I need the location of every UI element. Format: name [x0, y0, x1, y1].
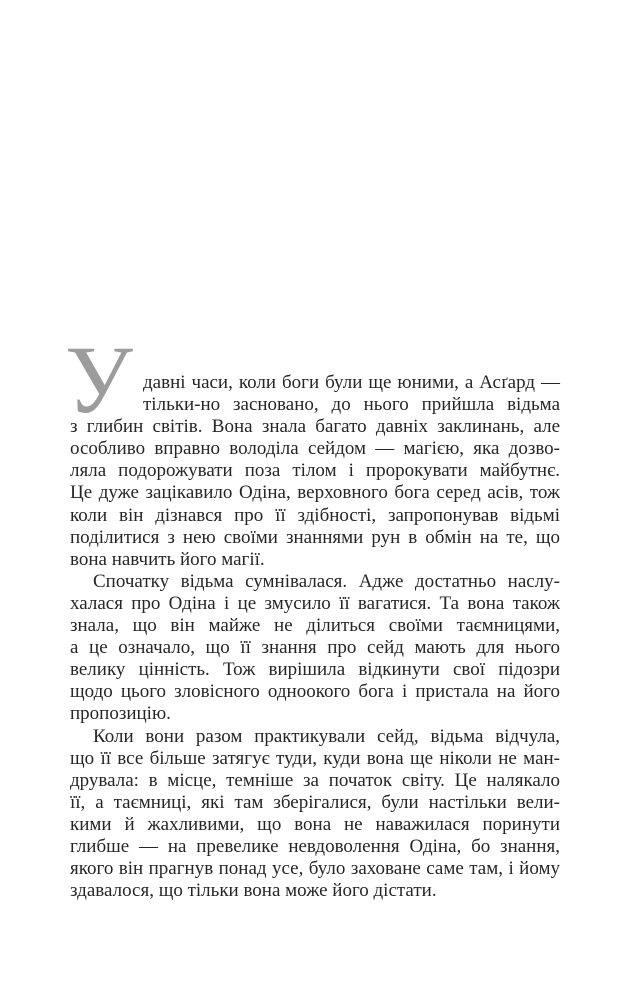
paragraphs-container: [70, 372, 560, 902]
text-line: знала, що він майже не ділиться своїми таємницями,: [70, 615, 560, 637]
text-line: пропозицію.: [70, 703, 171, 725]
paragraph: [70, 372, 560, 571]
text-line: а це означало, що її знання про сейд мають для нього: [70, 637, 560, 659]
text-line: тільки-но засновано, до нього прийшла відьма: [143, 394, 560, 416]
dropcap-letter: У: [65, 326, 133, 433]
text-line: Коли вони разом практикували сейд, відьма відчула,: [93, 725, 560, 747]
text-line: Спочатку відьма сумнівалася. Адже достатньо наслу-: [93, 570, 560, 592]
paragraph: [70, 726, 560, 903]
text-line: особливо вправно володіла сейдом — магією, яка дозво-: [70, 438, 560, 460]
text-line: поділитися з нею своїми знаннями рун в обмін на те, що: [70, 526, 560, 548]
page-text-block: [65, 326, 560, 902]
text-line: здавалося, що тільки вона може його дістати.: [70, 880, 437, 902]
text-line: кими й жахливими, що вона не наважилася поринути: [70, 813, 560, 835]
text-line: її, а таємниці, які там зберігалися, були настільки вели-: [70, 791, 560, 813]
text-line: що її все більше затягує туди, куди вона ще ніколи не ман-: [70, 747, 560, 769]
text-line: халася про Одіна і це змусило її вагатися. Та вона також: [70, 592, 560, 614]
text-line: щодо цього зловісного одноокого бога і пристала на його: [70, 681, 560, 703]
text-line: вона навчить його магії.: [70, 548, 265, 570]
text-line: глибше — на превелике невдоволення Одіна, бо знання,: [70, 835, 560, 857]
text-line: з глибин світів. Вона знала багато давніх заклинань, але: [70, 416, 560, 438]
text-line: коли він дізнався про її здібності, запропонував відьмі: [70, 504, 560, 526]
text-line: Це дуже зацікавило Одіна, верховного бога серед асів, тож: [70, 482, 560, 504]
paragraph: [70, 571, 560, 726]
text-line: велику цінність. Тож вирішила відкинути свої підозри: [70, 659, 560, 681]
text-line: якого він прагнув понад усе, було заховане саме там, і йому: [70, 858, 560, 880]
text-line: друвала: в місце, темніше за початок світу. Це налякало: [70, 769, 560, 791]
text-line: ляла подорожувати поза тілом і пророкувати майбутнє.: [70, 460, 560, 482]
text-line: давні часи, коли боги були ще юними, а Асґард —: [143, 372, 560, 393]
